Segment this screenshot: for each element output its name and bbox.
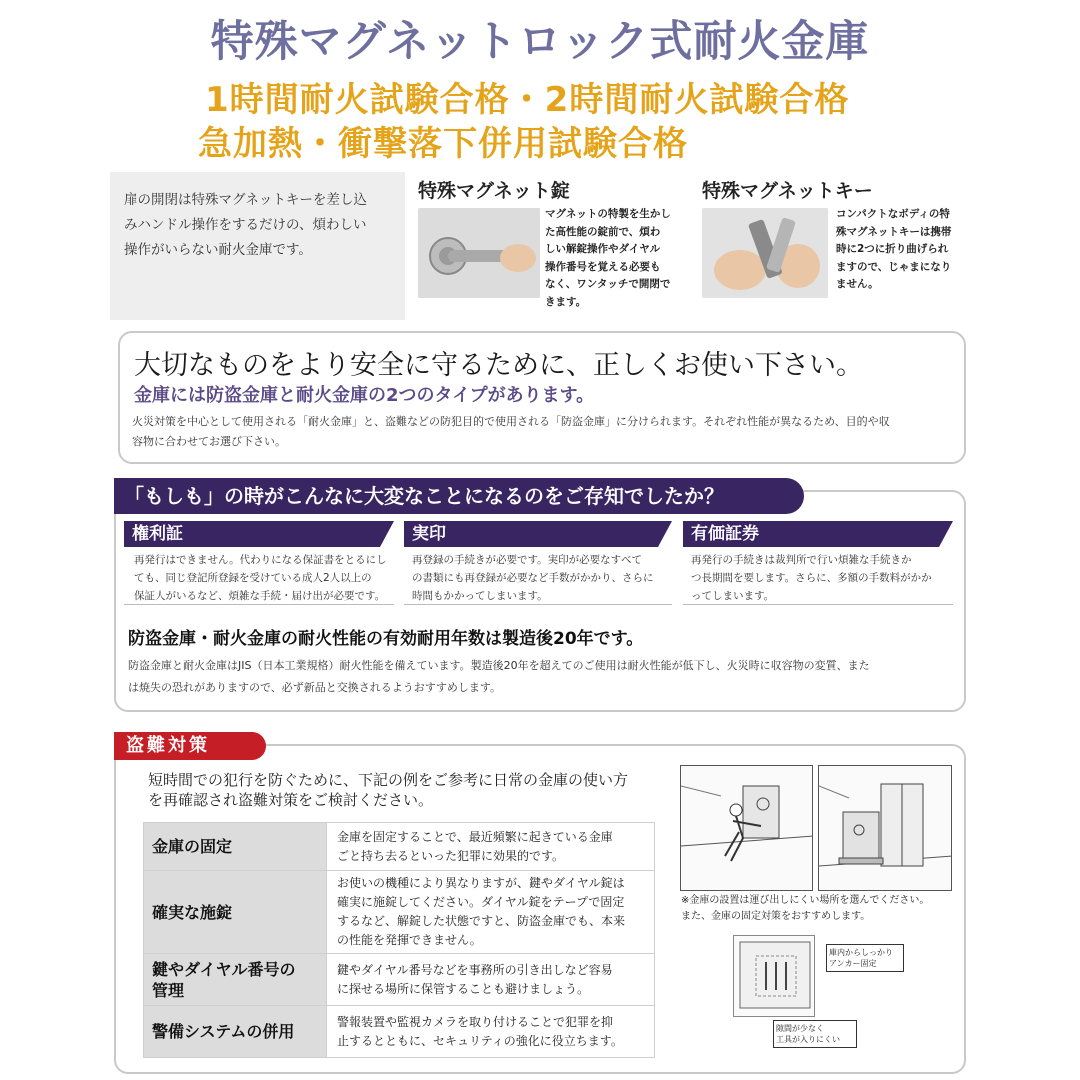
carry-off-illustration — [680, 765, 813, 891]
divider — [683, 604, 953, 605]
tip-label: 鍵やダイヤル番号の 管理 — [144, 954, 327, 1006]
safety-heading: 大切なものをより安全に守るために、正しくお使い下さい。 — [134, 350, 863, 381]
installation-note: ※金庫の設置は運び出しにくい場所を選んでください。 また、金庫の固定対策をおすすめします。 — [681, 895, 930, 922]
doc-header-seal: 実印 — [404, 521, 672, 547]
tip-label: 金庫の固定 — [144, 823, 327, 871]
magnet-key-desc: コンパクトなボディの特 殊マグネットキーは携帯 時に2つに折り曲げられ ますので、じゃまになり ません。 — [836, 208, 952, 290]
table-row — [144, 1006, 655, 1058]
tip-text: お使いの機種により異なりますが、鍵やダイヤル錠は 確実に施錠してください。ダイヤル錠をテープで固定 するなど、解錠した状態ですと、防盗金庫でも、本来 の性能を発揮できません。 — [327, 871, 655, 954]
doc-header-securities: 有価証券 — [683, 521, 953, 547]
impact-test-headline: 急加熱・衝撃落下併用試験合格 — [198, 124, 688, 164]
table-row — [144, 871, 655, 954]
magnet-lock-desc: マグネットの特製を生かし た高性能の錠前で、煩わ しい解錠操作やダイヤル 操作番号を覚える必要も なく、ワンタッチで開閉で きます。 — [545, 208, 671, 308]
table-row — [144, 954, 655, 1006]
magnet-lock-photo — [418, 208, 540, 298]
tip-text: 金庫を固定することで、最近頻繁に起きている金庫 ごと持ち去るといった犯罪に効果的です。 — [327, 823, 655, 871]
magnet-key-photo — [702, 208, 828, 298]
main-title: 特殊マグネットロック式耐火金庫 — [210, 17, 870, 67]
divider — [124, 604, 394, 605]
intro-box — [110, 172, 405, 320]
tip-label: 警備システムの併用 — [144, 1006, 327, 1058]
doc-body-securities: 再発行の手続きは裁判所で行い煩雑な手続きか つ長期間を要します。さらに、多額の手数料がかか ってしまいます。 — [691, 554, 932, 602]
safe-types-description: 火災対策を中心として使用される「耐火金庫」と、盗難などの防犯目的で使用される「防盗金庫」に分けられます。それぞれ性能が異なるため、目的や収 容物に合わせてお選び下さい。 — [132, 415, 890, 448]
room-safe-illustration — [818, 765, 952, 891]
magnet-key-title: 特殊マグネットキー — [702, 180, 873, 202]
anchor-illustration — [733, 935, 815, 1017]
intro-line: 操作がいらない耐火金庫です。 — [124, 242, 312, 258]
divider — [404, 604, 672, 605]
what-if-banner: 「もしも」の時がこんなに大変なことになるのをご存知でしたか？ — [114, 478, 804, 514]
theft-banner: 盗難対策 — [114, 732, 266, 760]
magnet-lock-title: 特殊マグネット錠 — [418, 180, 570, 202]
doc-body-title-deed: 再発行はできません。代わりになる保証書をとるにし ても、同じ登記所登録を受けている成人2人以上の 保証人がいるなど、煩雑な手続・届け出が必要です。 — [134, 554, 387, 602]
gap-callout: 隙間が少なく 工具が入りにくい — [773, 1020, 857, 1048]
theft-intro: 短時間での犯行を防ぐために、下記の例をご参考に日常の金庫の使い方 を再確認され盗難対策をご検討ください。 — [148, 771, 629, 809]
doc-header-title-deed: 権利証 — [124, 521, 394, 547]
lifespan-body: 防盗金庫と耐火金庫はJIS（日本工業規格）耐火性能を備えています。製造後20年を超えてのご使用は耐火性能が低下し、火災時に収容物の変質、また は焼失の恐れがありますので、必ず新品と交換されるようおすすめします。 — [128, 659, 870, 694]
table-row — [144, 823, 655, 871]
tip-label: 確実な施錠 — [144, 871, 327, 954]
intro-line: みハンドル操作をするだけの、煩わしい — [124, 217, 367, 233]
fire-test-headline: 1時間耐火試験合格・2時間耐火試験合格 — [205, 80, 850, 120]
intro-line: 扉の開閉は特殊マグネットキーを差し込 — [124, 192, 367, 208]
theft-tips-table — [143, 822, 655, 1058]
safe-types-subheading: 金庫には防盗金庫と耐火金庫の2つのタイプがあります。 — [134, 385, 595, 406]
tip-text: 鍵やダイヤル番号などを事務所の引き出しなど容易 に探せる場所に保管することも避けましょう。 — [327, 954, 655, 1006]
anchor-callout: 庫内からしっかり アンカー固定 — [826, 944, 904, 972]
tip-text: 警報装置や監視カメラを取り付けることで犯罪を抑 止するとともに、セキュリティの強化に役立ちます。 — [327, 1006, 655, 1058]
lifespan-heading: 防盗金庫・耐火金庫の耐火性能の有効耐用年数は製造後20年です。 — [128, 629, 644, 649]
doc-body-seal: 再登録の手続きが必要です。実印が必要なすべて の書類にも再登録が必要など手数がかかり、さらに 時間もかかってしまいます。 — [412, 554, 654, 602]
